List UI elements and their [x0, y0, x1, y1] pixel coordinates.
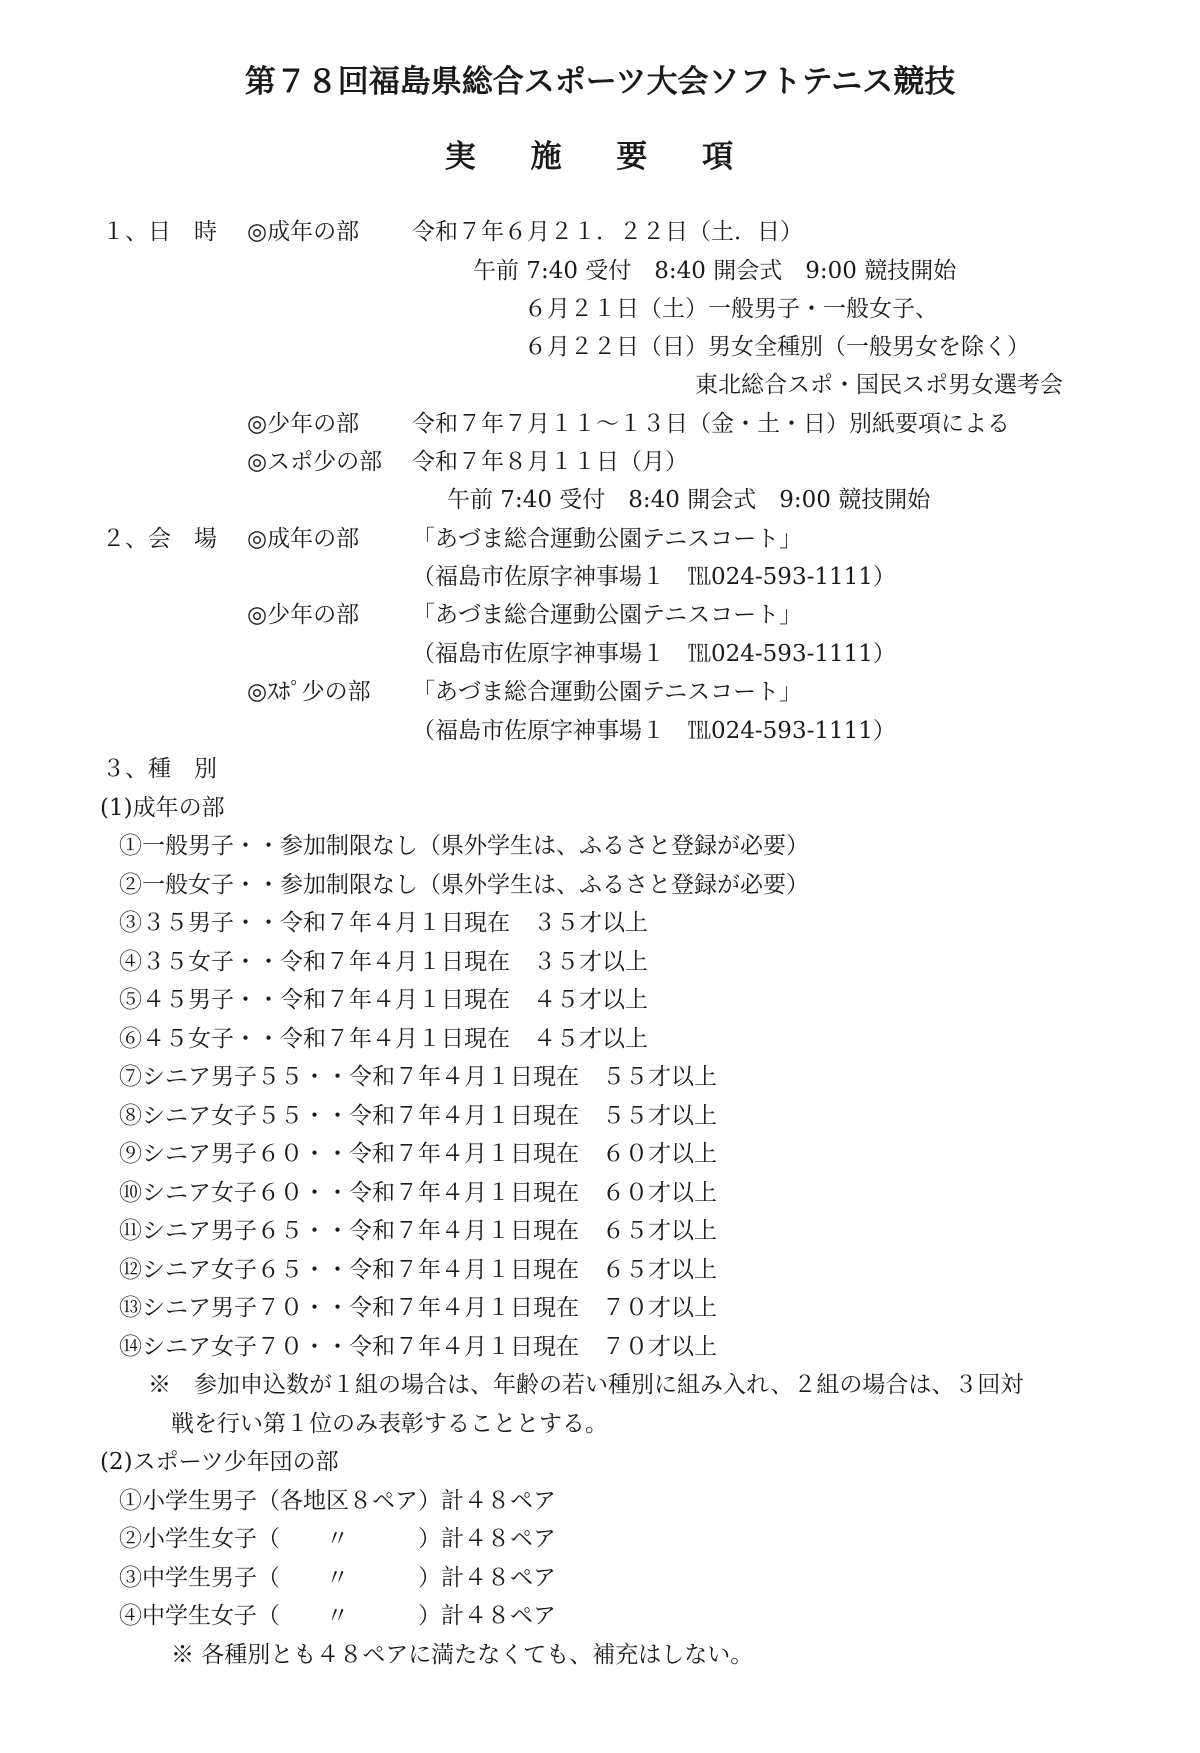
- text-line: （福島市佐原字神事場１ ℡024-593-1111）: [412, 641, 896, 667]
- text-line: ※ 各種別とも４８ペアに満たなくても、補充はしない。: [171, 1642, 754, 1668]
- text-line: 令和７年８月１１日（月）: [412, 449, 688, 475]
- text-line: ◎少年の部: [247, 602, 360, 628]
- text-line: １、日 時: [102, 219, 217, 245]
- text-line: ⑬シニア男子７０・・令和７年４月１日現在 ７０才以上: [119, 1295, 717, 1321]
- text-line: ３、種 別: [102, 756, 217, 782]
- text-line: (2)スポーツ少年団の部: [100, 1449, 339, 1475]
- text-line: ④３５女子・・令和７年４月１日現在 ３５才以上: [119, 949, 648, 975]
- text-line: 午前 7:40 受付 8:40 開会式 9:00 競技開始: [473, 258, 957, 284]
- text-line: ◎成年の部: [247, 526, 360, 552]
- text-line: (1)成年の部: [100, 795, 225, 821]
- text-line: ⑥４５女子・・令和７年４月１日現在 ４５才以上: [119, 1026, 648, 1052]
- document-subtitle: 実 施 要 項: [444, 139, 756, 175]
- text-line: 東北総合スポ・国民スポ男女選考会: [695, 372, 1063, 398]
- text-line: ①一般男子・・参加制限なし（県外学生は、ふるさと登録が必要）: [119, 833, 809, 859]
- text-line: （福島市佐原字神事場１ ℡024-593-1111）: [412, 564, 896, 590]
- text-line: ⑭シニア女子７０・・令和７年４月１日現在 ７０才以上: [119, 1334, 717, 1360]
- text-line: ６月２１日（土）一般男子・一般女子、: [524, 296, 938, 322]
- text-line: ②一般女子・・参加制限なし（県外学生は、ふるさと登録が必要）: [119, 872, 809, 898]
- text-line: 令和７年６月２１．２２日（土．日）: [412, 219, 803, 245]
- text-line: ②小学生女子（ 〃 ）計４８ペア: [119, 1526, 556, 1552]
- text-line: ６月２２日（日）男女全種別（一般男女を除く）: [524, 334, 1030, 360]
- text-line: ⑪シニア男子６５・・令和７年４月１日現在 ６５才以上: [119, 1218, 717, 1244]
- text-line: ③３５男子・・令和７年４月１日現在 ３５才以上: [119, 910, 648, 936]
- text-line: ④中学生女子（ 〃 ）計４８ペア: [119, 1603, 556, 1629]
- text-line: ◎スポ少の部: [247, 449, 383, 475]
- text-line: ⑨シニア男子６０・・令和７年４月１日現在 ６０才以上: [119, 1141, 717, 1167]
- text-line: ⑦シニア男子５５・・令和７年４月１日現在 ５５才以上: [119, 1064, 717, 1090]
- text-line: 「あづま総合運動公園テニスコート」: [412, 526, 803, 552]
- text-line: ◎少年の部: [247, 411, 360, 437]
- text-line: 「あづま総合運動公園テニスコート」: [412, 602, 803, 628]
- document-title: 第７８回福島県総合スポーツ大会ソフトテニス競技: [244, 64, 956, 100]
- text-line: 「あづま総合運動公園テニスコート」: [412, 679, 803, 705]
- text-line: ③中学生男子（ 〃 ）計４８ペア: [119, 1565, 556, 1591]
- text-line: 午前 7:40 受付 8:40 開会式 9:00 競技開始: [447, 487, 931, 513]
- text-line: ⑫シニア女子６５・・令和７年４月１日現在 ６５才以上: [119, 1257, 717, 1283]
- text-line: 戦を行い第１位のみ表彰することとする。: [171, 1411, 608, 1437]
- text-line: ⑤４５男子・・令和７年４月１日現在 ４５才以上: [119, 987, 648, 1013]
- text-line: ◎成年の部: [247, 219, 360, 245]
- text-line: ◎ｽﾎﾟ少の部: [247, 679, 371, 705]
- text-line: ２、会 場: [102, 526, 217, 552]
- text-line: ⑩シニア女子６０・・令和７年４月１日現在 ６０才以上: [119, 1180, 717, 1206]
- text-line: ※ 参加申込数が１組の場合は、年齢の若い種別に組み入れ、２組の場合は、３回対: [148, 1372, 1024, 1398]
- text-line: ⑧シニア女子５５・・令和７年４月１日現在 ５５才以上: [119, 1103, 717, 1129]
- text-line: ①小学生男子（各地区８ペア）計４８ペア: [119, 1488, 556, 1514]
- text-line: 令和７年７月１１～１３日（金・土・日）別紙要項による: [412, 411, 1010, 437]
- text-line: （福島市佐原字神事場１ ℡024-593-1111）: [412, 718, 896, 744]
